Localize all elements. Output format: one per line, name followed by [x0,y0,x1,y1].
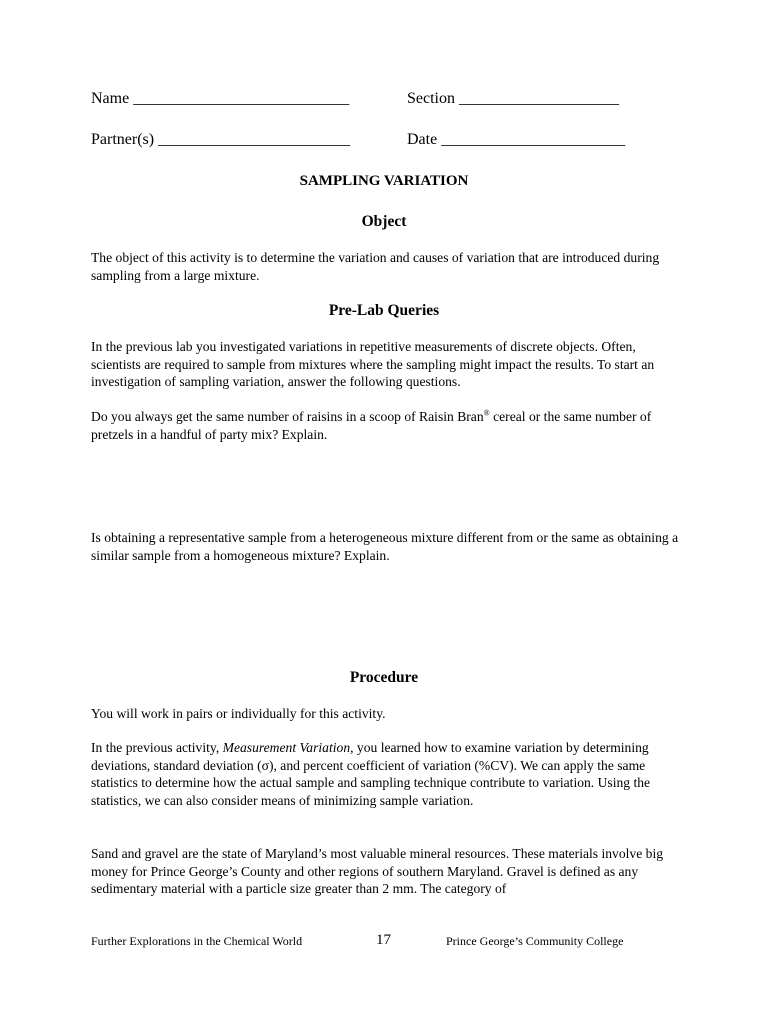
footer-book-title: Further Explorations in the Chemical World [91,934,303,948]
date-field: Date _______________________ [407,131,626,148]
procedure-paragraph-2 [91,739,681,809]
registered-trademark-mark: ® [483,408,490,418]
prelab-question-2: Is obtaining a representative sample from a heterogeneous mixture different from or the same as obtaining a similar sample from a homogeneous mixture? Explain. [91,530,679,563]
procedure-paragraph-2-start: In the previous activity, [91,740,223,755]
object-paragraph: The object of this activity is to determine the variation and causes of variation that are introduced during sampling from a large mixture. [91,250,660,283]
measurement-variation-title: Measurement Variation [222,740,351,755]
prelab-heading: Pre-Lab Queries [328,302,440,319]
page-number: 17 [376,932,391,948]
page-title: SAMPLING VARIATION [299,173,469,189]
name-field: Name ___________________________ [91,90,350,107]
procedure-paragraph-3: Sand and gravel are the state of Maryland’s most valuable mineral resources. These materials involve big money for Prince George’s County and other regions of southern Maryland. Gravel is defined as any sedimentary material with a particle size greater than 2 mm. The category of [91,846,664,896]
footer-college-name: Prince George’s Community College [446,934,624,948]
procedure-paragraph-1: You will work in pairs or individually for this activity. [91,706,386,721]
partners-field: Partner(s) ________________________ [91,131,351,148]
procedure-paragraph-2-end: , you learned how to examine variation by determining deviations, standard deviation (σ), and percent coefficient of variation (%CV). We can apply the same statistics to determine how the actual sample and sampling technique contribute to variation. Using the statistics, we can also consider means of minimizing sample variation. [91,740,651,808]
prelab-intro-paragraph: In the previous lab you investigated variations in repetitive measurements of discrete objects. Often, scientists are required to sample from mixtures where the sampling might impact the results. To start an investigation of sampling variation, answer the following questions. [91,339,655,389]
prelab-question-1 [91,408,681,443]
question-1-text-end: cereal or the same number of pretzels in a handful of party mix? Explain. [91,409,652,442]
question-1-text-start: Do you always get the same number of raisins in a scoop of Raisin Bran [91,409,484,424]
procedure-heading: Procedure [349,669,419,686]
object-heading: Object [361,213,407,230]
section-field: Section ____________________ [407,90,619,107]
